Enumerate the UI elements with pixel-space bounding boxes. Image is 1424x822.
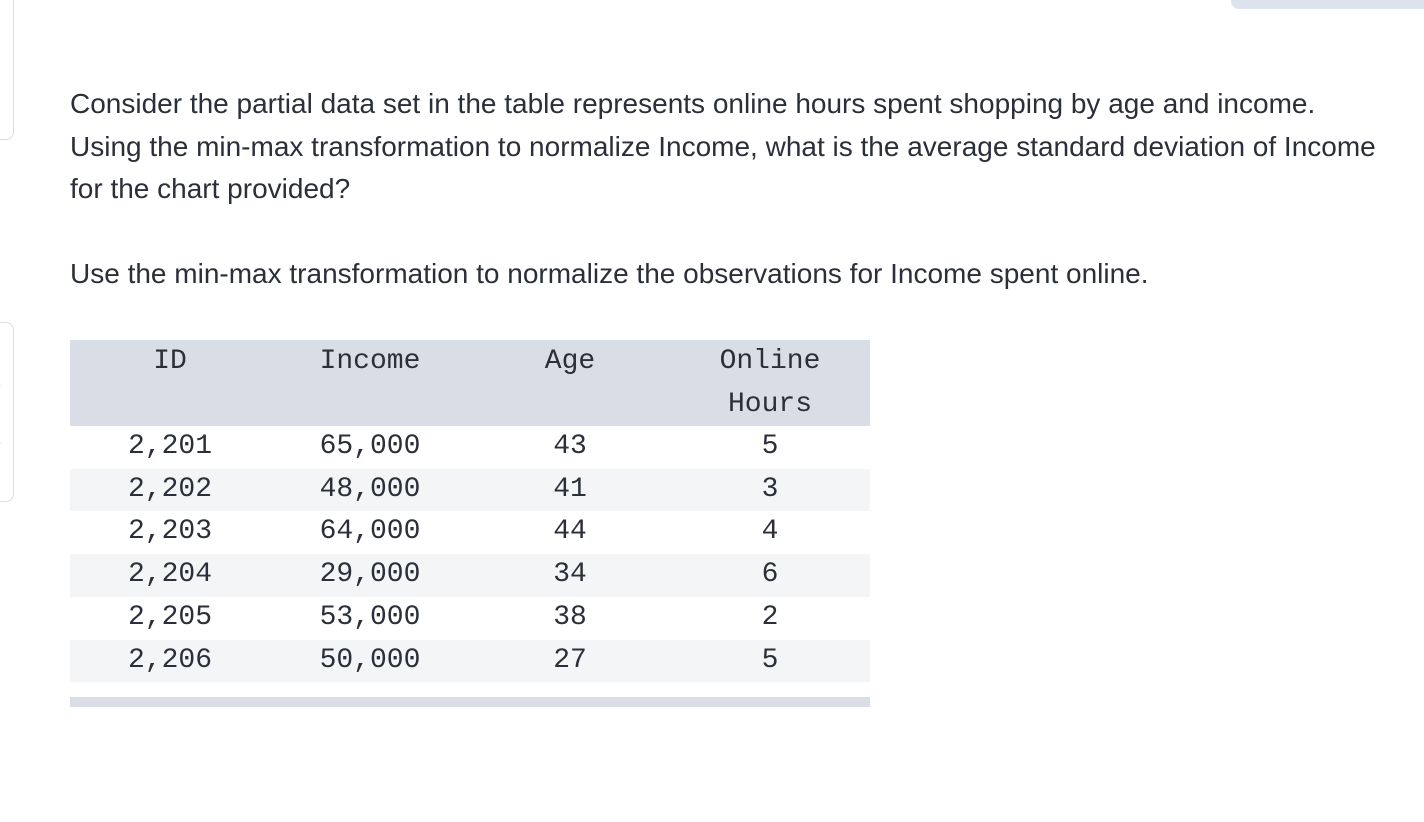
question-paragraph: Consider the partial data set in the table represents online hours spent shopping by age and income. Using the min-max transformation to normalize Income, what is the average standard deviation of Income for the chart provided? bbox=[70, 88, 1376, 204]
cell-hours: 5 bbox=[761, 644, 779, 676]
table-row bbox=[70, 511, 870, 554]
cell-income: 29,000 bbox=[319, 559, 421, 591]
tab-divider bbox=[0, 385, 1, 386]
cell-age: 27 bbox=[553, 644, 587, 676]
header-id: ID bbox=[153, 346, 187, 377]
data-table bbox=[70, 340, 870, 682]
cell-age: 41 bbox=[553, 473, 587, 505]
cell-age: 44 bbox=[553, 516, 587, 548]
table-row bbox=[70, 554, 870, 597]
cell-income: 65,000 bbox=[319, 431, 421, 462]
left-side-panel-tab-bottom[interactable] bbox=[0, 322, 14, 502]
cell-income: 64,000 bbox=[319, 516, 421, 548]
question-instruction: Use the min-max transformation to normalize the observations for Income spent online. bbox=[70, 257, 1149, 289]
cell-age: 34 bbox=[553, 559, 587, 591]
cell-id: 2,204 bbox=[127, 559, 212, 591]
cell-id: 2,206 bbox=[127, 644, 212, 676]
cell-hours: 4 bbox=[761, 516, 779, 548]
table-header-row bbox=[70, 340, 870, 426]
cell-hours: 5 bbox=[761, 431, 779, 462]
header-income: Income bbox=[319, 346, 421, 377]
left-side-panel-tab-top[interactable] bbox=[0, 0, 14, 140]
table-row bbox=[70, 640, 870, 683]
cell-hours: 2 bbox=[761, 601, 779, 633]
tab-divider bbox=[0, 443, 1, 444]
cell-income: 53,000 bbox=[319, 601, 421, 633]
header-online-hours-line2: Hours bbox=[727, 389, 812, 420]
cell-id: 2,201 bbox=[127, 431, 212, 462]
cell-id: 2,203 bbox=[127, 516, 212, 548]
cell-income: 50,000 bbox=[319, 644, 421, 676]
cell-age: 43 bbox=[553, 431, 587, 462]
cell-income: 48,000 bbox=[319, 473, 421, 505]
header-age: Age bbox=[544, 346, 596, 377]
table-row bbox=[70, 597, 870, 640]
header-online-hours-line1: Online bbox=[719, 346, 821, 377]
cell-id: 2,202 bbox=[127, 473, 212, 505]
table-row bbox=[70, 469, 870, 512]
table-row bbox=[70, 426, 870, 469]
cell-hours: 3 bbox=[761, 473, 779, 505]
cell-hours: 6 bbox=[761, 559, 779, 591]
question-text bbox=[70, 83, 1390, 295]
top-right-header-bar bbox=[1231, 0, 1424, 9]
table-footer-bar bbox=[70, 697, 870, 707]
cell-id: 2,205 bbox=[127, 601, 212, 633]
cell-age: 38 bbox=[553, 601, 587, 633]
header-online-hours bbox=[670, 340, 870, 426]
